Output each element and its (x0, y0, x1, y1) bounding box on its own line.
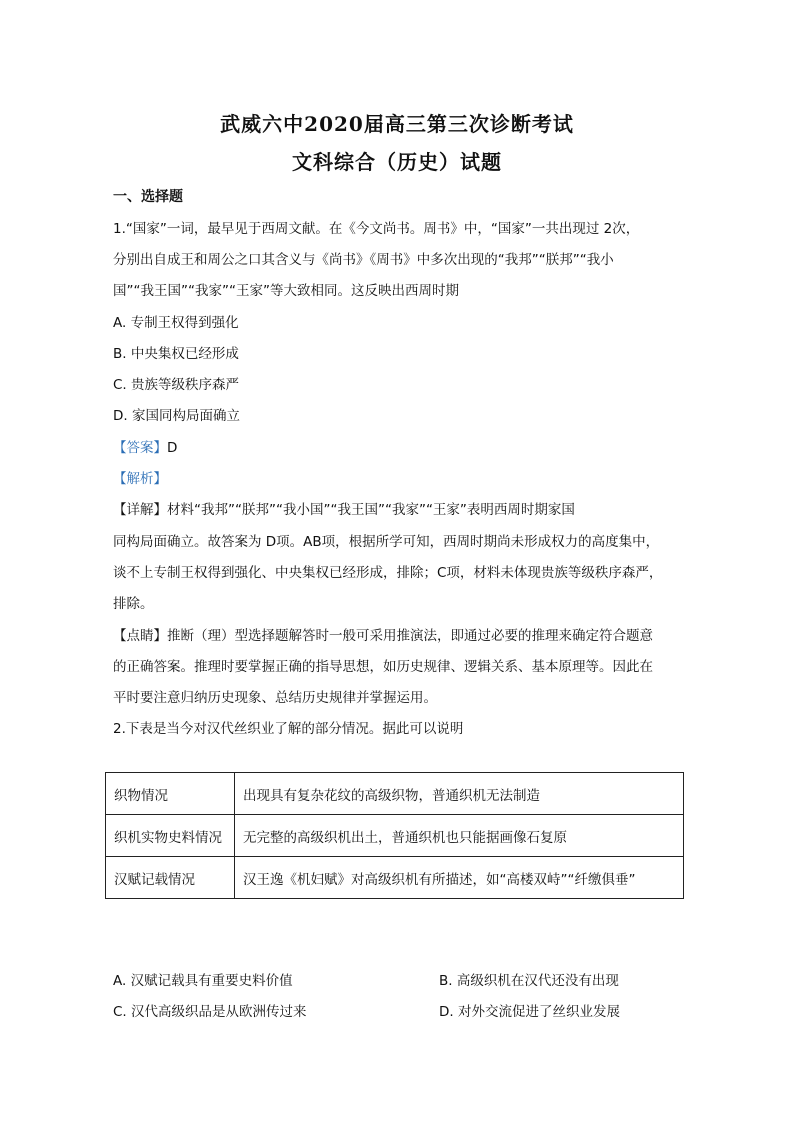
table-cell-value: 无完整的高级织机出土，普通织机也只能据画像石复原 (235, 815, 684, 857)
q2-table (105, 772, 684, 899)
q1-detail-line-2: 同构局面确立。故答案为 D项。AB项，根据所学可知，西周时期尚未形成权力的高度集中， (113, 534, 660, 550)
detail-tag: 【详解】 (113, 502, 167, 518)
q1-detail-line-3: 谈不上专制王权得到强化、中央集权已经形成，排除；C项，材料未体现贵族等级秩序森严， (113, 565, 663, 581)
tip-text-1: 推断（理）型选择题解答时一般可采用推演法，即通过必要的推理来确定符合题意 (167, 628, 653, 644)
q1-tip-line-3: 平时要注意归纳历史现象、总结历史规律并掌握运用。 (113, 690, 437, 706)
exam-title: 武威六中2020届高三第三次诊断考试 (220, 112, 574, 136)
table-row (106, 857, 684, 899)
detail-text-1: 材料“我邦”“朕邦”“我小国”“我王国”“我家”“王家”表明西周时期家国 (167, 502, 575, 518)
exam-subtitle: 文科综合（历史）试题 (292, 150, 502, 174)
q1-option-b: B. 中央集权已经形成 (113, 346, 239, 362)
table-row (106, 773, 684, 815)
q2-option-c: C. 汉代高级织品是从欧洲传过来 (113, 1004, 307, 1020)
q1-option-a: A. 专制王权得到强化 (113, 315, 239, 331)
table-cell-label: 织物情况 (106, 773, 235, 815)
table-cell-label: 织机实物史料情况 (106, 815, 235, 857)
q1-option-d: D. 家国同构局面确立 (113, 408, 240, 424)
q2-option-d: D. 对外交流促进了丝织业发展 (439, 1004, 620, 1020)
q1-detail-line-1 (113, 498, 575, 518)
q1-detail-line-4: 排除。 (113, 596, 154, 612)
table-row (106, 815, 684, 857)
answer-tag: 【答案】 (113, 440, 167, 456)
q2-option-b: B. 高级织机在汉代还没有出现 (439, 973, 619, 989)
q1-tip-line-1 (113, 624, 653, 644)
q1-stem-line-1: 1.“国家”一词，最早见于西周文献。在《今文尚书。周书》中，“国家”一共出现过 2次， (113, 221, 640, 237)
section-heading: 一、选择题 (113, 189, 183, 205)
answer-value: D (167, 440, 178, 456)
q1-option-c: C. 贵族等级秩序森严 (113, 377, 240, 393)
tip-tag: 【点睛】 (113, 628, 167, 644)
q1-stem-line-2: 分别出自成王和周公之口其含义与《尚书》《周书》中多次出现的“我邦”“朕邦”“我小 (113, 252, 614, 268)
table-cell-value: 出现具有复杂花纹的高级织物，普通织机无法制造 (235, 773, 684, 815)
q2-stem: 2.下表是当今对汉代丝织业了解的部分情况。据此可以说明 (113, 721, 464, 737)
q1-tip-line-2: 的正确答案。推理时要掌握正确的指导思想，如历史规律、逻辑关系、基本原理等。因此在 (113, 659, 653, 675)
analysis-tag: 【解析】 (113, 471, 167, 487)
table-cell-value: 汉王逸《机妇赋》对高级织机有所描述，如“高楼双峙”“纤缴俱垂” (235, 857, 684, 899)
q1-answer (113, 436, 177, 456)
q1-stem-line-3: 国”“我王国”“我家”“王家”等大致相同。这反映出西周时期 (113, 283, 459, 299)
q2-option-a: A. 汉赋记载具有重要史料价值 (113, 973, 293, 989)
table-cell-label: 汉赋记载情况 (106, 857, 235, 899)
